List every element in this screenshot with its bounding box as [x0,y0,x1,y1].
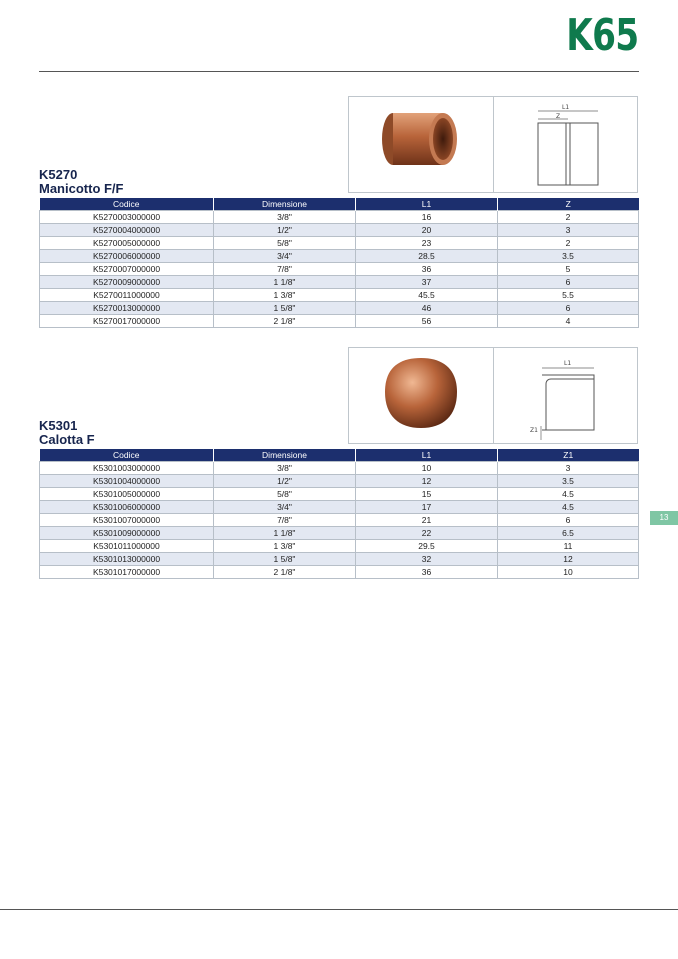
cell-z: 3 [498,224,639,237]
cell-z: 5.5 [498,289,639,302]
table-row [40,263,639,276]
cell-dimensione: 1 1/8" [214,527,356,540]
cell-codice: K5301009000000 [40,527,214,540]
cell-z: 4 [498,315,639,328]
cell-z: 5 [498,263,639,276]
cell-z: 6 [498,302,639,315]
footer-divider [0,909,678,910]
column-header: Codice [40,449,214,462]
cell-dimensione: 1 3/8" [214,540,356,553]
table-row [40,566,639,579]
cell-l1: 36 [356,566,498,579]
table-row [40,276,639,289]
header-divider [39,71,639,72]
cell-l1: 21 [356,514,498,527]
cell-l1: 22 [356,527,498,540]
l1-label: L1 [561,104,569,111]
cell-z1: 3 [498,462,639,475]
cell-codice: K5301006000000 [40,501,214,514]
cell-z1: 3.5 [498,475,639,488]
cell-dimensione: 3/8" [214,211,356,224]
table-row [40,250,639,263]
z1-label: Z1 [529,427,538,434]
k5301-images [348,347,638,444]
table-row [40,514,639,527]
cell-codice: K5301013000000 [40,553,214,566]
product-code: K5270 [39,167,78,182]
cell-l1: 23 [356,237,498,250]
cell-l1: 36 [356,263,498,276]
cell-codice: K5270009000000 [40,276,214,289]
cell-codice: K5301003000000 [40,462,214,475]
cell-dimensione: 2 1/8" [214,315,356,328]
cell-l1: 46 [356,302,498,315]
cap-section-diagram [494,348,638,443]
table-row [40,315,639,328]
cell-z: 3.5 [498,250,639,263]
cell-dimensione: 7/8" [214,263,356,276]
cell-codice: K5270007000000 [40,263,214,276]
cell-l1: 37 [356,276,498,289]
cell-codice: K5270005000000 [40,237,214,250]
cell-codice: K5301005000000 [40,488,214,501]
coupling-section-diagram [494,97,638,192]
table-row [40,237,639,250]
column-header: Dimensione [214,198,356,211]
cell-l1: 20 [356,224,498,237]
cell-dimensione: 1 3/8" [214,289,356,302]
column-header: Z [498,198,639,211]
cell-l1: 16 [356,211,498,224]
cell-codice: K5301004000000 [40,475,214,488]
cell-dimensione: 1 5/8" [214,553,356,566]
cell-z: 2 [498,237,639,250]
cell-dimensione: 7/8" [214,514,356,527]
table-row [40,553,639,566]
cell-l1: 56 [356,315,498,328]
l1-label: L1 [563,360,571,367]
copper-coupling-icon [349,97,493,192]
cell-codice: K5270003000000 [40,211,214,224]
cell-z1: 4.5 [498,488,639,501]
cell-l1: 45.5 [356,289,498,302]
cell-z: 6 [498,276,639,289]
cell-l1: 10 [356,462,498,475]
column-header: Z1 [498,449,639,462]
table-row [40,302,639,315]
cell-dimensione: 3/8" [214,462,356,475]
cell-dimensione: 5/8" [214,237,356,250]
cell-z1: 10 [498,566,639,579]
section-title-k5270 [39,168,124,196]
product-name: Manicotto F/F [39,181,124,196]
cell-codice: K5301011000000 [40,540,214,553]
cell-l1: 17 [356,501,498,514]
cell-codice: K5301007000000 [40,514,214,527]
cell-l1: 12 [356,475,498,488]
product-code: K5301 [39,418,78,433]
cell-dimensione: 1/2" [214,224,356,237]
k5301-spec-table [39,449,639,579]
k5270-product-photo [348,96,494,193]
cell-dimensione: 1/2" [214,475,356,488]
table-row [40,501,639,514]
k5270-dimension-drawing [493,96,639,193]
cell-dimensione: 5/8" [214,488,356,501]
k5270-images [348,96,638,193]
cell-codice: K5270011000000 [40,289,214,302]
table-row [40,540,639,553]
product-name: Calotta F [39,432,95,447]
z-label: Z [555,113,560,120]
column-header: Codice [40,198,214,211]
cell-codice: K5301017000000 [40,566,214,579]
cell-codice: K5270004000000 [40,224,214,237]
cell-codice: K5270006000000 [40,250,214,263]
cell-l1: 28.5 [356,250,498,263]
cell-l1: 32 [356,553,498,566]
table-row [40,224,639,237]
cell-codice: K5270017000000 [40,315,214,328]
cell-dimensione: 3/4" [214,501,356,514]
column-header: Dimensione [214,449,356,462]
cell-z1: 6.5 [498,527,639,540]
column-header: L1 [356,449,498,462]
table-header-row [40,449,639,462]
cell-z1: 6 [498,514,639,527]
k5301-dimension-drawing [493,347,639,444]
table-row [40,289,639,302]
table-row [40,475,639,488]
table-row [40,527,639,540]
cell-codice: K5270013000000 [40,302,214,315]
cell-dimensione: 1 5/8" [214,302,356,315]
k5301-product-photo [348,347,494,444]
cell-z1: 4.5 [498,501,639,514]
table-row [40,488,639,501]
table-row [40,211,639,224]
table-header-row [40,198,639,211]
k5270-spec-table [39,198,639,328]
page-number-tab: 13 [650,511,678,525]
cell-dimensione: 1 1/8" [214,276,356,289]
cell-z: 2 [498,211,639,224]
cell-l1: 15 [356,488,498,501]
column-header: L1 [356,198,498,211]
cell-dimensione: 3/4" [214,250,356,263]
cell-z1: 12 [498,553,639,566]
brand-logo: K65 [565,10,638,61]
section-title-k5301 [39,419,95,447]
copper-cap-icon [349,348,493,443]
cell-z1: 11 [498,540,639,553]
cell-dimensione: 2 1/8" [214,566,356,579]
table-row [40,462,639,475]
cell-l1: 29.5 [356,540,498,553]
